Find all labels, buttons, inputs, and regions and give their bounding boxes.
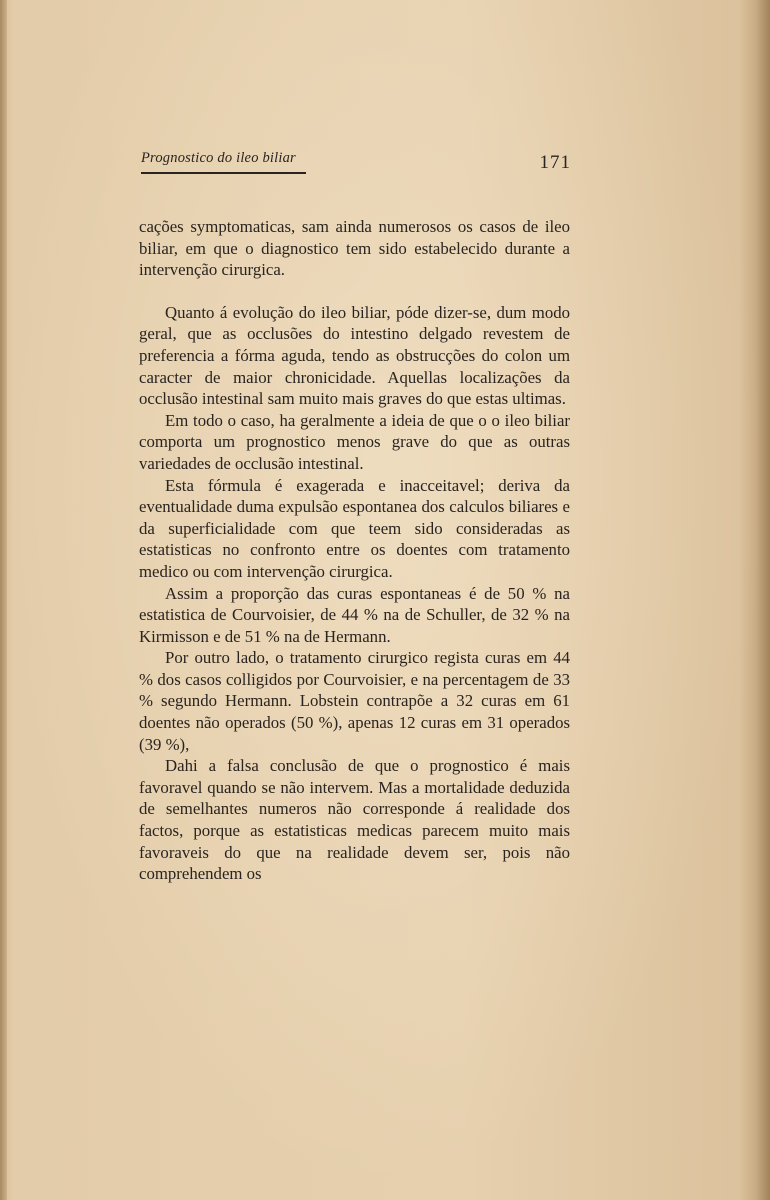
paragraph: Em todo o caso, ha geralmente a ideia de que o o ileo biliar comporta um prognostico menos grave do que as outras variedades de occlusão intestinal. <box>139 410 570 473</box>
paragraph: Por outro lado, o tratamento cirurgico regista curas em 44 % dos casos colligidos por Courvoisier, e na percentagem de 33 % segundo Hermann. Lobstein contrapõe a 32 curas em 61 doentes não operados (50 %), apenas 12 curas em 31 operados (39 %), <box>139 648 570 754</box>
paragraph: Assim a proporção das curas espontaneas é de 50 % na estatistica de Courvoisier, de 44 % na de Schuller, de 32 % na Kirmisson e de 51 % na de Hermann. <box>139 583 570 646</box>
paragraph: Esta fórmula é exagerada e inacceitavel; deriva da eventualidade duma expulsão espontanea dos calculos biliares e da superficialidade com que teem sido consideradas as estatisticas no confronto entre os doentes com tratamento medico ou com intervenção cirurgica. <box>139 475 570 581</box>
running-title: Prognostico do ileo biliar <box>141 150 296 166</box>
paragraph: Dahi a falsa conclusão de que o prognostico é mais favoravel quando se não intervem. Mas a mortalidade deduzida de semelhantes numeros não corresponde á realidade dos factos, porque as estatisticas medicas parecem muito mais favoraveis do que na realidade devem ser, pois não comprehendem os <box>139 756 570 884</box>
running-head <box>141 150 571 180</box>
header-rule <box>141 172 306 174</box>
page-edge-shadow <box>756 0 770 1200</box>
page-spine-shadow <box>0 0 7 1200</box>
paragraph: Quanto á evolução do ileo biliar, póde dizer-se, dum modo geral, que as occlusões do intestino delgado revestem de preferencia a fórma aguda, tendo as obstrucções do colon um caracter de maior chronicidade. Aquellas localizações da occlusão intestinal sam muito mais graves do que estas ultimas. <box>139 302 570 409</box>
paragraph: cações symptomaticas, sam ainda numerosos os casos de ileo biliar, em que o diagnostico tem sido estabelecido durante a intervenção cirurgica. <box>139 217 570 280</box>
body-text <box>139 216 570 885</box>
page-number: 171 <box>539 152 571 173</box>
